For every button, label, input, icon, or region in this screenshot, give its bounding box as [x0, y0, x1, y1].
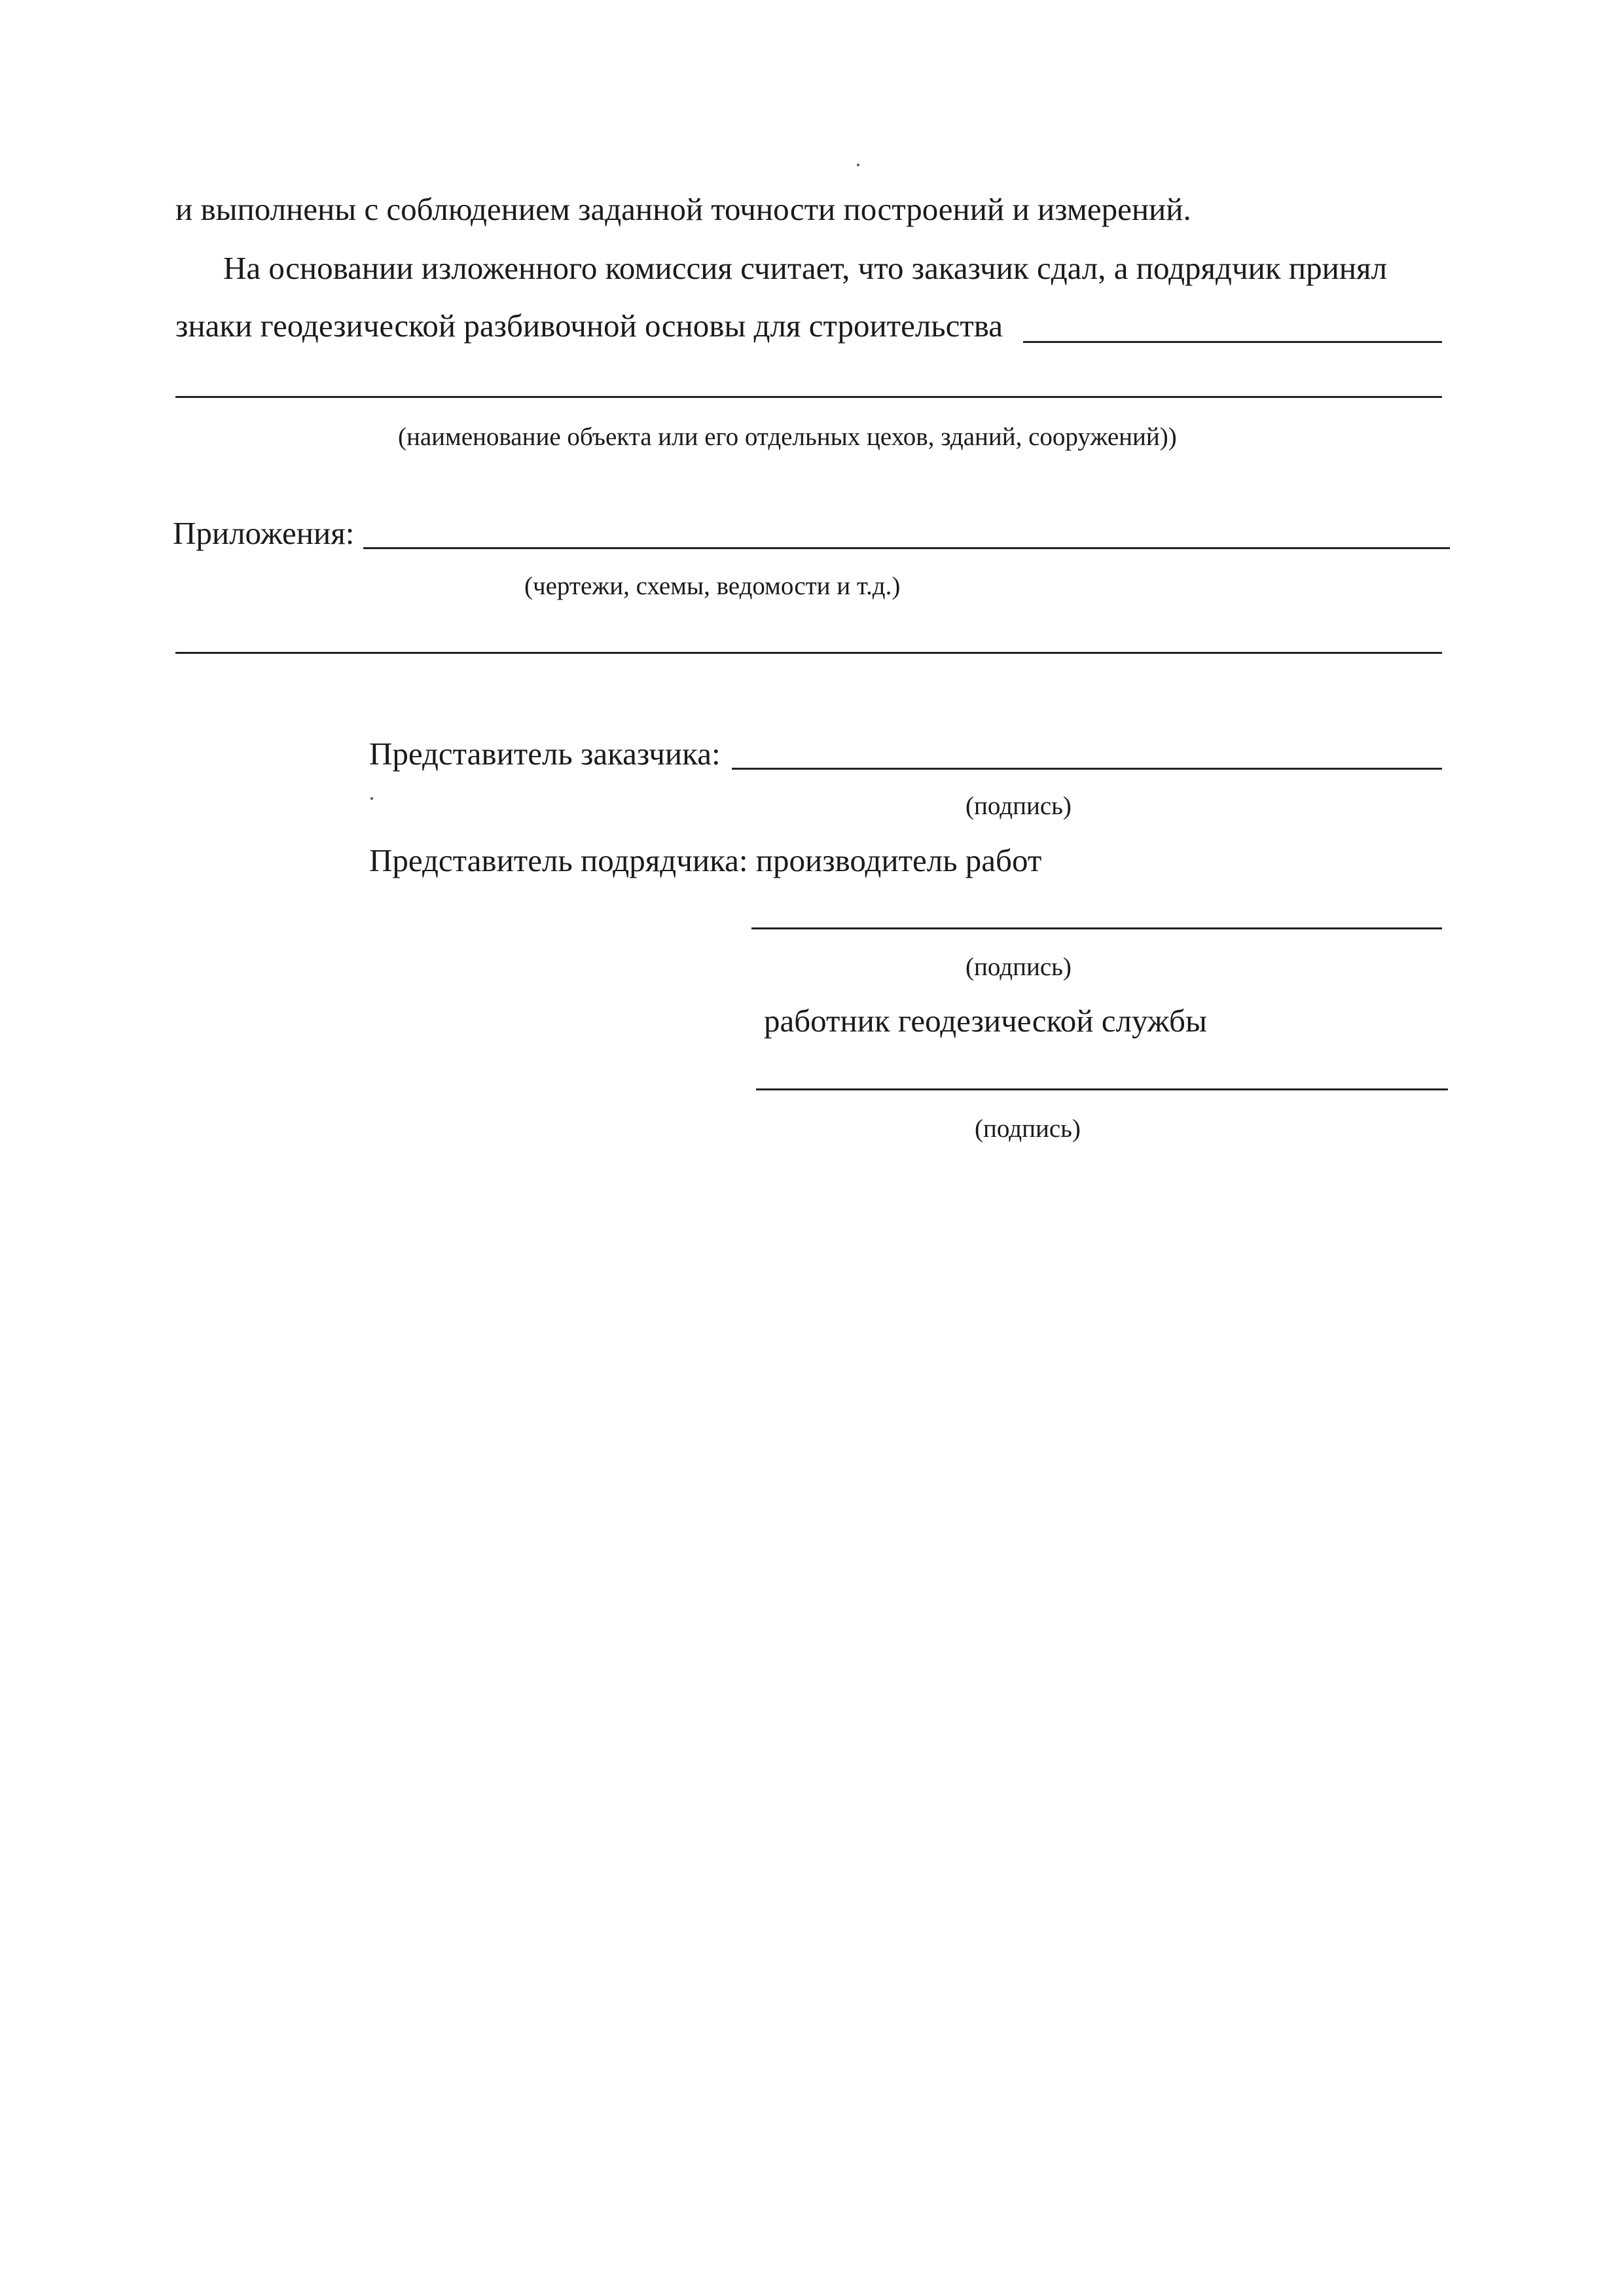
attachments-blank[interactable]: [363, 547, 1450, 549]
attachments-blank-2[interactable]: [175, 652, 1442, 654]
text-line-2: На основании изложенного комиссия считает, что заказчик сдал, а подрядчик принял: [223, 250, 1388, 286]
attachments-caption: (чертежи, схемы, ведомости и т.д.): [524, 572, 901, 600]
customer-rep-label: Представитель заказчика:: [369, 736, 721, 772]
work-manager-signature-caption: (подпись): [965, 953, 1072, 981]
construction-object-blank[interactable]: [1023, 341, 1442, 343]
object-name-caption: (наименование объекта или его отдельных цехов, зданий, сооружений)): [398, 423, 1177, 451]
text-line-1: и выполнены с соблюдением заданной точности построений и измерений.: [175, 191, 1191, 227]
object-name-blank[interactable]: [175, 396, 1442, 398]
geodesy-worker-signature-caption: (подпись): [975, 1115, 1081, 1143]
customer-signature-caption: (подпись): [965, 792, 1072, 820]
contractor-rep-label: Представитель подрядчика: производитель работ: [369, 842, 1042, 878]
scan-speck-2: [370, 797, 373, 800]
geodesy-worker-label: работник геодезической службы: [764, 1003, 1207, 1039]
text-line-3: знаки геодезической разбивочной основы для строительства: [175, 308, 1003, 344]
work-manager-signature-line[interactable]: [751, 927, 1442, 929]
scan-speck: [857, 164, 859, 166]
geodesy-worker-signature-line[interactable]: [756, 1088, 1448, 1090]
customer-signature-line[interactable]: [732, 768, 1442, 770]
attachments-label: Приложения:: [173, 515, 355, 551]
